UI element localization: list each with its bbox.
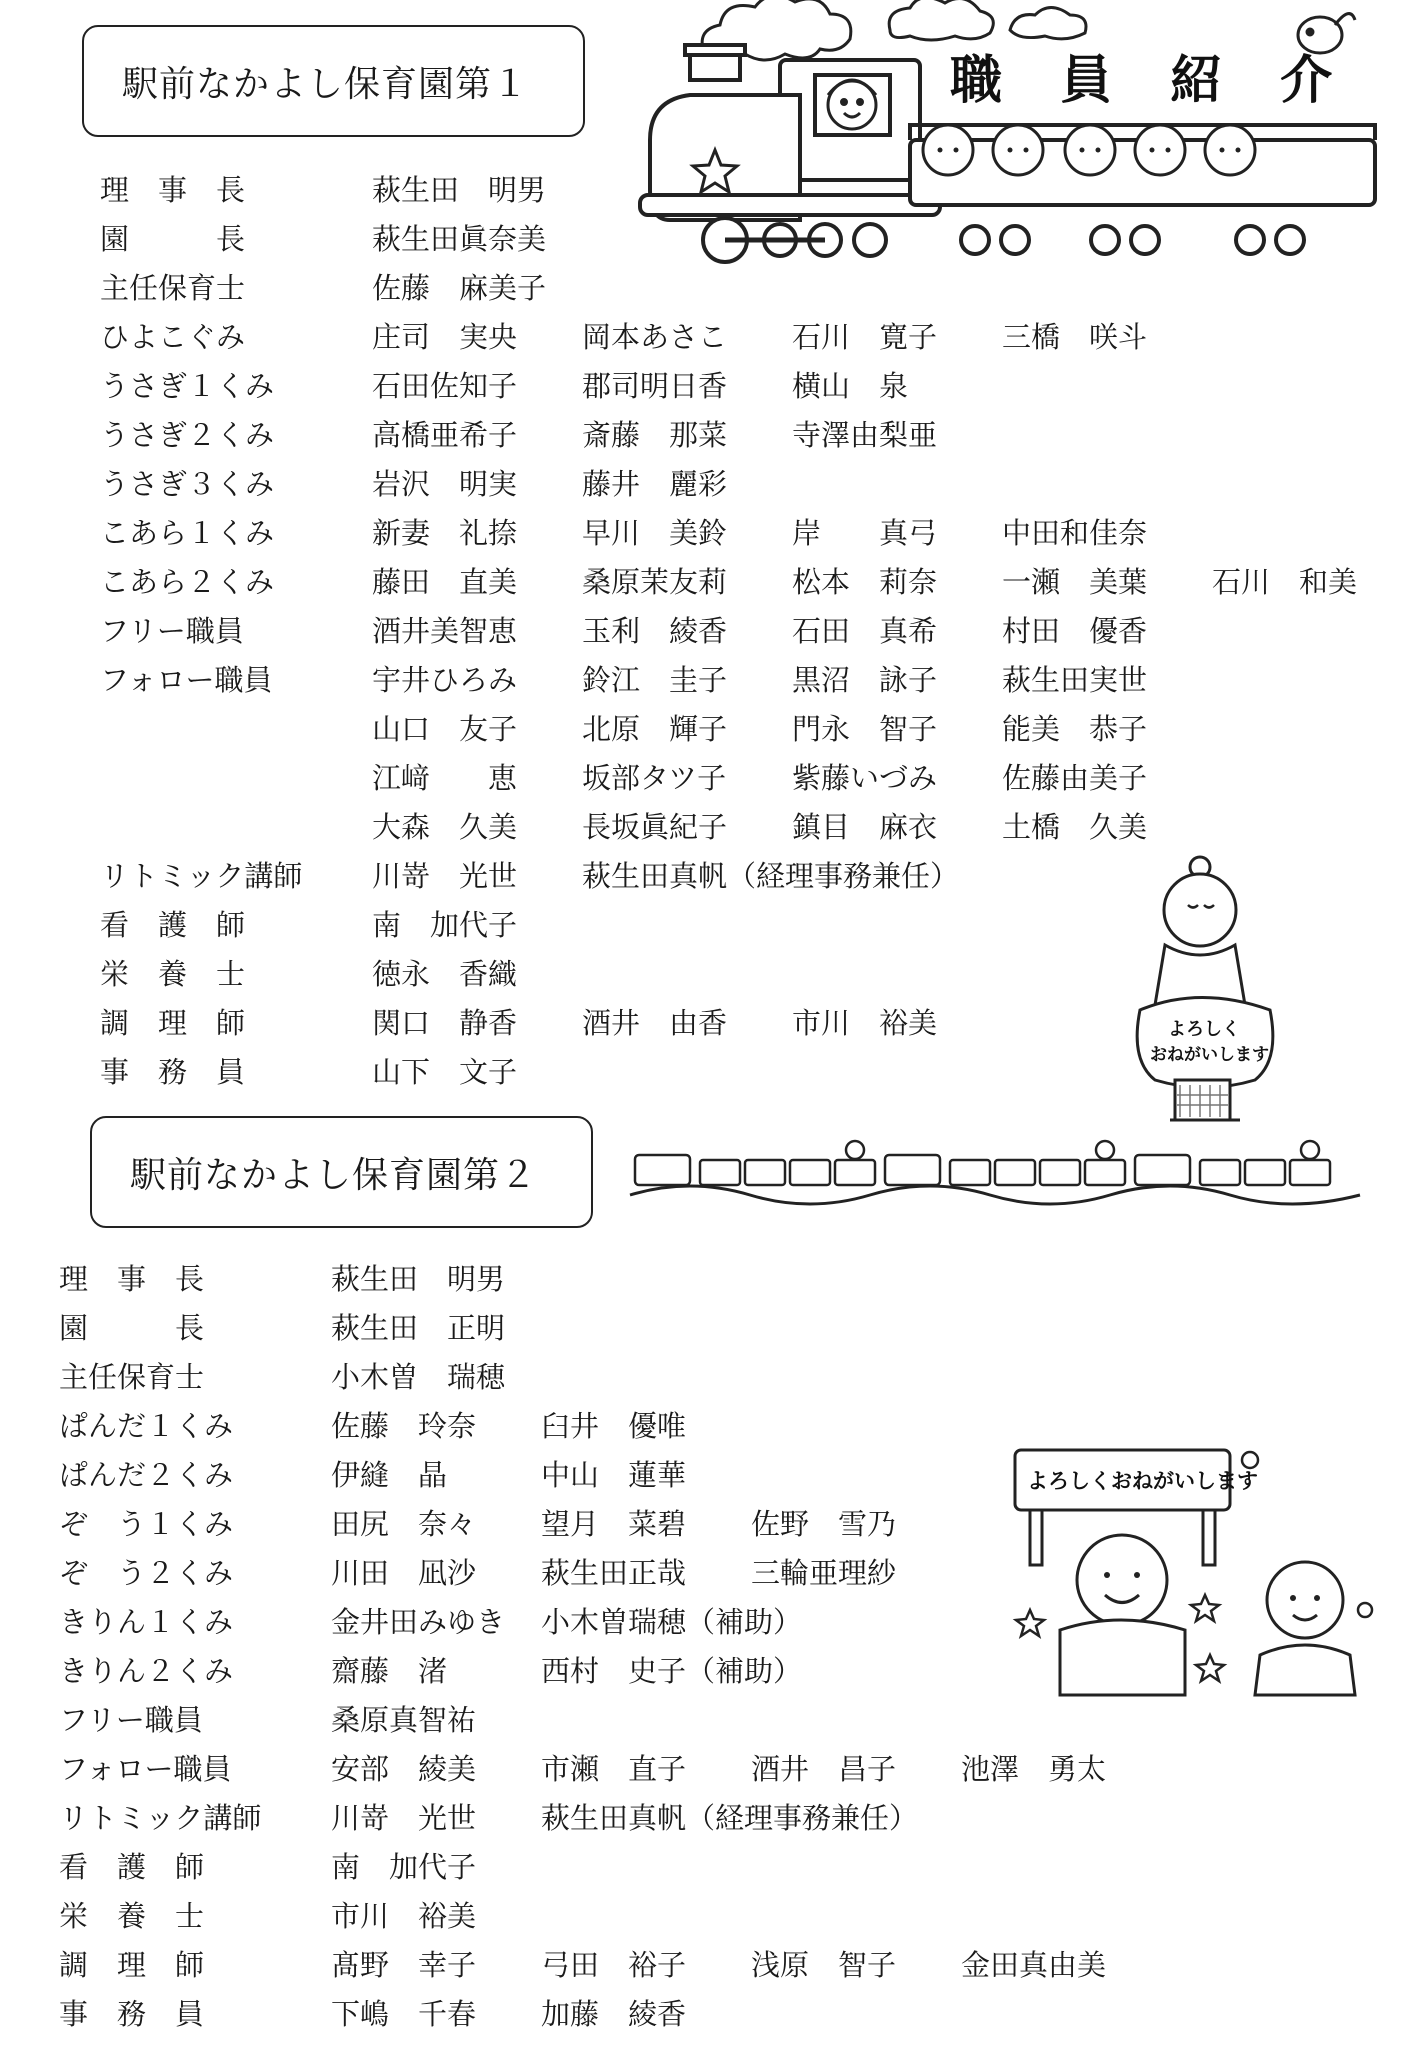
staff-row	[100, 754, 1360, 803]
staff-name: 一瀬 美葉	[1002, 565, 1148, 599]
staff-name: 弓田 裕子	[541, 1948, 687, 1982]
staff-name: 萩生田眞奈美	[372, 222, 547, 256]
staff-name: 中山 蓮華	[541, 1458, 687, 1492]
staff-row	[100, 803, 1360, 852]
staff-row	[100, 460, 1360, 509]
staff-role: フリー職員	[100, 614, 244, 648]
staff-role: うさぎ３くみ	[100, 467, 275, 501]
staff-name: 山下 文子	[372, 1055, 518, 1089]
staff-role: 理 事 長	[100, 173, 246, 207]
staff-name: 萩生田真帆（経理事務兼任）	[541, 1801, 919, 1835]
staff-name: 斎藤 那菜	[582, 418, 728, 452]
staff-row	[100, 313, 1360, 362]
staff-name: 早川 美鈴	[582, 516, 728, 550]
staff-row	[59, 1696, 1319, 1745]
staff-name: 横山 泉	[792, 369, 909, 403]
staff-role: 看 護 師	[100, 908, 246, 942]
staff-role: ぱんだ１くみ	[59, 1409, 234, 1443]
staff-name: 桑原茉友莉	[582, 565, 728, 599]
train-illustration	[630, 0, 1380, 265]
staff-role: 調 理 師	[59, 1948, 205, 1982]
staff-name: 市川 裕美	[331, 1899, 477, 1933]
section-2-title: 駅前なかよし保育園第２	[130, 1154, 538, 1196]
staff-name: 宇井ひろみ	[372, 663, 518, 697]
staff-role: 事 務 員	[100, 1055, 246, 1089]
staff-name: 松本 莉奈	[792, 565, 938, 599]
staff-row	[100, 362, 1360, 411]
staff-name: 市川 裕美	[792, 1006, 938, 1040]
staff-role: 主任保育士	[59, 1360, 205, 1394]
staff-name: 髙野 幸子	[331, 1948, 477, 1982]
staff-row	[100, 705, 1360, 754]
staff-name: 酒井 由香	[582, 1006, 728, 1040]
staff-role: きりん１くみ	[59, 1605, 234, 1639]
staff-row	[59, 1304, 1319, 1353]
staff-role: リトミック講師	[59, 1801, 262, 1835]
staff-name: 南 加代子	[372, 908, 518, 942]
staff-name: 桑原真智祐	[331, 1703, 477, 1737]
staff-row	[100, 509, 1360, 558]
staff-role: 看 護 師	[59, 1850, 205, 1884]
staff-name: 紫藤いづみ	[792, 761, 938, 795]
staff-name: 川嵜 光世	[331, 1801, 477, 1835]
staff-name: 土橋 久美	[1002, 810, 1148, 844]
staff-row	[59, 1745, 1319, 1794]
staff-role: 主任保育士	[100, 271, 246, 305]
staff-role: こあら２くみ	[100, 565, 275, 599]
section-2-title-box	[90, 1116, 593, 1228]
staff-name: 石田佐知子	[372, 369, 518, 403]
staff-name: 村田 優香	[1002, 614, 1148, 648]
staff-name: 三輪亜理紗	[751, 1556, 897, 1590]
staff-name: 萩生田真帆（経理事務兼任）	[582, 859, 960, 893]
staff-role: ぞ う２くみ	[59, 1556, 234, 1590]
staff-name: 川嵜 光世	[372, 859, 518, 893]
staff-row	[100, 264, 1360, 313]
staff-role: ひよこぐみ	[100, 320, 246, 354]
kids-with-banner-illustration	[1005, 1430, 1390, 1700]
staff-name: 鈴江 圭子	[582, 663, 728, 697]
staff-name: 三橋 咲斗	[1002, 320, 1148, 354]
girl-with-sign-illustration	[1110, 855, 1300, 1130]
staff-name: 岩沢 明実	[372, 467, 518, 501]
staff-row	[59, 1843, 1319, 1892]
section-1-title: 駅前なかよし保育園第１	[122, 63, 530, 105]
staff-name: 萩生田 明男	[372, 173, 547, 207]
staff-name: 黒沼 詠子	[792, 663, 938, 697]
staff-name: 小木曽瑞穂（補助）	[541, 1605, 803, 1639]
staff-row	[59, 1255, 1319, 1304]
staff-name: 小木曽 瑞穂	[331, 1360, 506, 1394]
staff-role: うさぎ１くみ	[100, 369, 275, 403]
staff-name: 浅原 智子	[751, 1948, 897, 1982]
staff-name: 萩生田 正明	[331, 1311, 506, 1345]
staff-name: 大森 久美	[372, 810, 518, 844]
staff-name: 佐藤由美子	[1002, 761, 1148, 795]
staff-name: 佐藤 玲奈	[331, 1409, 477, 1443]
staff-name: 石川 寛子	[792, 320, 938, 354]
staff-role: ぞ う１くみ	[59, 1507, 234, 1541]
staff-name: 徳永 香織	[372, 957, 518, 991]
staff-role: フリー職員	[59, 1703, 203, 1737]
staff-role: フォロー職員	[100, 663, 273, 697]
staff-name: 庄司 実央	[372, 320, 518, 354]
staff-row	[59, 1892, 1319, 1941]
staff-role: 理 事 長	[59, 1262, 205, 1296]
staff-name: 南 加代子	[331, 1850, 477, 1884]
staff-role: リトミック講師	[100, 859, 303, 893]
greeting-sign-line-1: よろしく	[1168, 1019, 1240, 1040]
staff-role: こあら１くみ	[100, 516, 275, 550]
staff-name: 能美 恭子	[1002, 712, 1148, 746]
staff-row	[100, 558, 1360, 607]
staff-role: 栄 養 士	[59, 1899, 205, 1933]
staff-name: 齋藤 渚	[331, 1654, 448, 1688]
staff-name: 酒井 昌子	[751, 1752, 897, 1786]
staff-name: 西村 史子（補助）	[541, 1654, 803, 1688]
staff-row	[59, 1941, 1319, 1990]
staff-name: 下嶋 千春	[331, 1997, 477, 2031]
greeting-banner-text: よろしくおねがいします	[1027, 1469, 1258, 1493]
staff-name: 高橋亜希子	[372, 418, 518, 452]
staff-name: 岡本あさこ	[582, 320, 728, 354]
staff-name: 山口 友子	[372, 712, 518, 746]
staff-name: 石田 真希	[792, 614, 938, 648]
staff-name: 川田 凪沙	[331, 1556, 477, 1590]
staff-name: 佐藤 麻美子	[372, 271, 547, 305]
staff-row	[100, 411, 1360, 460]
header-title: 職 員 紹 介	[950, 51, 1353, 111]
staff-name: 萩生田正哉	[541, 1556, 687, 1590]
staff-name: 萩生田 明男	[331, 1262, 506, 1296]
staff-name: 藤井 麗彩	[582, 467, 728, 501]
staff-name: 関口 静香	[372, 1006, 518, 1040]
staff-role: うさぎ２くみ	[100, 418, 275, 452]
staff-name: 長坂眞紀子	[582, 810, 728, 844]
staff-name: 安部 綾美	[331, 1752, 477, 1786]
staff-name: 中田和佳奈	[1002, 516, 1148, 550]
staff-role: 栄 養 士	[100, 957, 246, 991]
greeting-sign-line-2: おねがいします	[1150, 1045, 1269, 1065]
staff-name: 玉利 綾香	[582, 614, 728, 648]
staff-name: 池澤 勇太	[961, 1752, 1107, 1786]
staff-name: 酒井美智恵	[372, 614, 518, 648]
staff-row	[59, 1353, 1319, 1402]
staff-name: 門永 智子	[792, 712, 938, 746]
staff-name: 鎮目 麻衣	[792, 810, 938, 844]
staff-name: 佐野 雪乃	[751, 1507, 897, 1541]
staff-name: 郡司明日香	[582, 369, 728, 403]
staff-role: 園 長	[59, 1311, 205, 1345]
staff-name: 江﨑 恵	[372, 761, 518, 795]
staff-name: 伊縫 晶	[331, 1458, 448, 1492]
staff-row	[59, 1990, 1319, 2039]
staff-name: 加藤 綾香	[541, 1997, 687, 2031]
section-1-title-box	[82, 25, 585, 137]
staff-name: 臼井 優唯	[541, 1409, 687, 1443]
staff-row	[100, 607, 1360, 656]
staff-role: 調 理 師	[100, 1006, 246, 1040]
staff-role: 園 長	[100, 222, 246, 256]
staff-name: 坂部タツ子	[582, 761, 727, 795]
staff-row	[59, 1794, 1319, 1843]
staff-name: 田尻 奈々	[331, 1507, 477, 1541]
staff-role: フォロー職員	[59, 1752, 232, 1786]
staff-name: 岸 真弓	[792, 516, 938, 550]
staff-role: きりん２くみ	[59, 1654, 234, 1688]
train-border-illustration	[625, 1130, 1365, 1210]
staff-name: 市瀬 直子	[541, 1752, 687, 1786]
staff-name: 萩生田実世	[1002, 663, 1148, 697]
staff-name: 金田真由美	[961, 1948, 1107, 1982]
staff-name: 寺澤由梨亜	[792, 418, 938, 452]
staff-role: 事 務 員	[59, 1997, 205, 2031]
staff-name: 石川 和美	[1212, 565, 1358, 599]
staff-name: 北原 輝子	[582, 712, 728, 746]
staff-name: 望月 菜碧	[541, 1507, 687, 1541]
staff-name: 藤田 直美	[372, 565, 518, 599]
staff-name: 新妻 礼捺	[372, 516, 518, 550]
staff-name: 金井田みゆき	[331, 1605, 506, 1639]
staff-row	[100, 656, 1360, 705]
staff-role: ぱんだ２くみ	[59, 1458, 234, 1492]
